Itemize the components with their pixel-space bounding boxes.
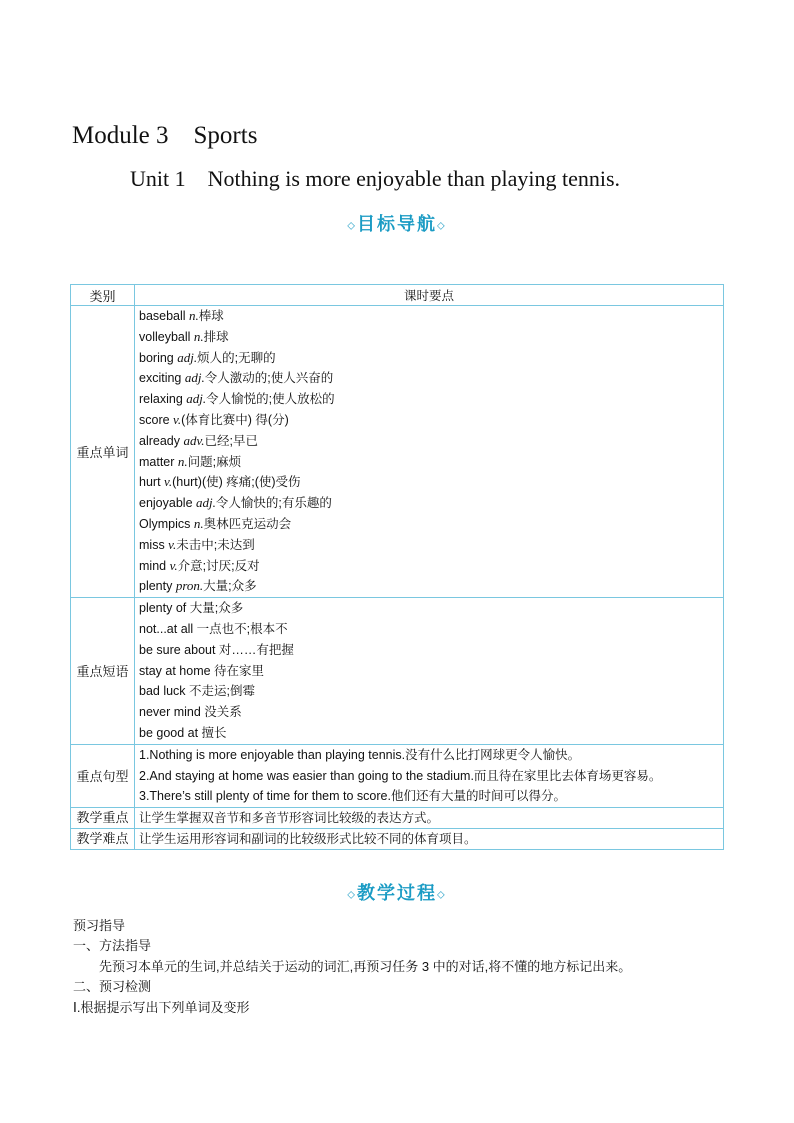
teaching-focus-row bbox=[71, 808, 724, 829]
phrase-item: not...at all 一点也不;根本不 bbox=[139, 621, 288, 636]
vocab-pos: adj. bbox=[177, 349, 198, 365]
phrases-label: 重点短语 bbox=[71, 598, 135, 745]
vocab-meaning: 令人激动的;使人兴奋的 bbox=[204, 371, 334, 386]
header-category: 类别 bbox=[71, 285, 135, 306]
vocab-item bbox=[139, 472, 719, 493]
teaching-difficulty-label: 教学难点 bbox=[71, 829, 135, 850]
vocab-item bbox=[139, 306, 719, 327]
vocab-meaning: 令人愉悦的;使人放松的 bbox=[206, 392, 335, 407]
vocab-meaning: 棒球 bbox=[198, 309, 224, 323]
vocab-item bbox=[139, 327, 719, 348]
vocab-word: boring bbox=[139, 350, 178, 365]
phrase-item: stay at home 待在家里 bbox=[139, 663, 265, 678]
sentences-label: 重点句型 bbox=[71, 744, 135, 807]
vocab-item bbox=[139, 576, 719, 597]
vocab-word: already bbox=[139, 433, 184, 448]
vocab-meaning: 未击中;未达到 bbox=[176, 537, 255, 552]
sentences-row bbox=[71, 744, 724, 807]
vocab-pos: n. bbox=[193, 328, 204, 344]
module-title: Module 3 Sports bbox=[72, 122, 258, 149]
vocab-label: 重点单词 bbox=[71, 306, 135, 598]
phrases-list bbox=[135, 598, 724, 745]
vocab-word: score bbox=[139, 412, 174, 427]
phrase-item: be good at 擅长 bbox=[139, 725, 227, 740]
process-heading bbox=[0, 879, 794, 905]
diamond-right-icon: ◇ bbox=[437, 220, 447, 232]
vocab-pos: adj. bbox=[184, 370, 205, 386]
vocab-item bbox=[139, 514, 719, 535]
vocab-meaning: 排球 bbox=[203, 329, 229, 344]
preview-guide-title: 预习指导 bbox=[73, 918, 126, 933]
vocab-item bbox=[139, 493, 719, 514]
vocab-pos: adj. bbox=[186, 391, 207, 407]
vocab-pos: adj. bbox=[196, 495, 216, 511]
vocab-word: baseball bbox=[139, 309, 190, 323]
check-title: 二、预习检测 bbox=[73, 979, 152, 994]
vocab-meaning: 令人愉快的;有乐趣的 bbox=[215, 496, 332, 511]
teaching-difficulty-text: 让学生运用形容词和副词的比较级形式比较不同的体育项目。 bbox=[135, 829, 724, 850]
vocab-pos: n. bbox=[189, 308, 199, 323]
vocab-item bbox=[139, 431, 719, 452]
sentences-list bbox=[135, 744, 724, 807]
sentence-item: 3.There’s still plenty of time for them to score.他们还有大量的时间可以得分。 bbox=[139, 789, 566, 804]
diamond-right-icon: ◇ bbox=[437, 889, 447, 901]
vocab-word: relaxing bbox=[139, 392, 187, 407]
vocab-pos: v. bbox=[169, 557, 178, 573]
vocab-word: matter bbox=[139, 454, 178, 469]
vocab-meaning: 大量;众多 bbox=[203, 579, 257, 594]
goals-heading bbox=[0, 210, 794, 236]
vocab-item bbox=[139, 368, 719, 389]
vocab-word: plenty bbox=[139, 579, 176, 594]
vocab-word: mind bbox=[139, 558, 170, 573]
lesson-points-table bbox=[70, 284, 724, 850]
sentence-item: 2.And staying at home was easier than going to the stadium.而且待在家里比去体育场更容易。 bbox=[139, 768, 662, 783]
method-title: 一、方法指导 bbox=[73, 938, 152, 953]
sentence-item: 1.Nothing is more enjoyable than playing tennis.没有什么比打网球更令人愉快。 bbox=[139, 747, 581, 762]
vocab-pos: n. bbox=[177, 453, 188, 469]
method-text: 先预习本单元的生词,并总结关于运动的词汇,再预习任务 3 中的对话,将不懂的地方标记出来。 bbox=[99, 959, 632, 974]
vocab-word: miss bbox=[139, 537, 169, 552]
vocab-meaning: (hurt)(使) 疼痛;(使)受伤 bbox=[172, 475, 301, 490]
vocab-pos: v. bbox=[173, 411, 182, 427]
vocab-pos: adv. bbox=[183, 432, 205, 448]
teaching-focus-text: 让学生掌握双音节和多音节形容词比较级的表达方式。 bbox=[135, 808, 724, 829]
vocab-row bbox=[71, 306, 724, 598]
header-points: 课时要点 bbox=[135, 285, 724, 306]
phrases-row bbox=[71, 598, 724, 745]
vocab-pos: v. bbox=[164, 474, 173, 490]
exercise-1-title: Ⅰ.根据提示写出下列单词及变形 bbox=[73, 1000, 250, 1015]
diamond-left-icon: ◇ bbox=[347, 220, 357, 232]
vocab-meaning: 烦人的;无聊的 bbox=[197, 350, 276, 365]
teaching-difficulty-row bbox=[71, 829, 724, 850]
vocab-list bbox=[135, 306, 724, 598]
vocab-item bbox=[139, 389, 719, 410]
vocab-pos: pron. bbox=[175, 578, 204, 594]
vocab-pos: v. bbox=[168, 536, 177, 552]
process-heading-text: 教学过程 bbox=[357, 883, 437, 903]
vocab-item bbox=[139, 348, 719, 369]
vocab-item bbox=[139, 452, 719, 473]
vocab-item bbox=[139, 410, 719, 431]
vocab-pos: n. bbox=[193, 515, 204, 531]
diamond-left-icon: ◇ bbox=[347, 889, 357, 901]
vocab-meaning: (体育比赛中) 得(分) bbox=[181, 412, 289, 427]
vocab-word: hurt bbox=[139, 475, 165, 490]
phrase-item: never mind 没关系 bbox=[139, 705, 242, 720]
vocab-item bbox=[139, 556, 719, 577]
vocab-meaning: 介意;讨厌;反对 bbox=[177, 558, 260, 573]
vocab-word: exciting bbox=[139, 371, 185, 386]
vocab-item bbox=[139, 535, 719, 556]
table-header-row bbox=[71, 285, 724, 306]
vocab-word: Olympics bbox=[139, 516, 194, 531]
vocab-meaning: 奥林匹克运动会 bbox=[203, 516, 292, 531]
phrase-item: be sure about 对……有把握 bbox=[139, 642, 294, 657]
vocab-word: volleyball bbox=[139, 329, 194, 344]
phrase-item: bad luck 不走运;倒霉 bbox=[139, 684, 256, 699]
goals-heading-text: 目标导航 bbox=[357, 214, 437, 234]
unit-title: Unit 1 Nothing is more enjoyable than playing tennis. bbox=[130, 166, 621, 191]
vocab-meaning: 问题;麻烦 bbox=[187, 454, 242, 469]
vocab-word: enjoyable bbox=[139, 496, 196, 511]
phrase-item: plenty of 大量;众多 bbox=[139, 601, 244, 616]
teaching-focus-label: 教学重点 bbox=[71, 808, 135, 829]
vocab-meaning: 已经;早已 bbox=[204, 433, 259, 448]
